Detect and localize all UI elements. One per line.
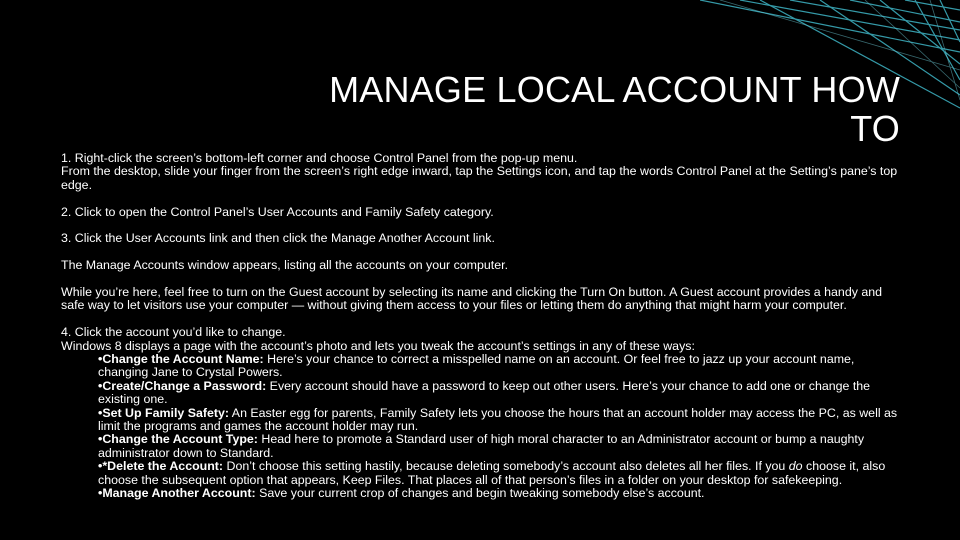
option-label: •Create/Change a Password: <box>98 378 267 393</box>
option-text: An Easter egg for parents, Family Safety lets you choose the hours that an account holder may access the PC, as well as limit the programs and games the account holder may run. <box>98 405 898 434</box>
option-text: Don’t choose this setting hastily, because deleting somebody’s account also deletes all her files. If you <box>223 459 789 474</box>
title-line-1: MANAGE LOCAL ACCOUNT HOW <box>329 69 900 110</box>
guest-account-note: While you’re here, feel free to turn on the Guest account by selecting its name and clicking the Turn On button. A Guest account provides a handy and safe way to let visitors use your computer — without giving them access to your files or letting them do anything that might harm your computer. <box>61 285 883 313</box>
list-item <box>98 433 901 460</box>
step-3: 3. Click the User Accounts link and then click the Manage Another Account link. <box>61 231 495 246</box>
slide-body <box>61 152 901 500</box>
list-item <box>98 460 901 487</box>
option-text: Every account should have a password to keep out other users. Here’s your chance to add one or change the existing one. <box>98 378 871 407</box>
title-line-2: TO <box>850 108 900 149</box>
option-label: •*Delete the Account: <box>98 459 224 474</box>
list-item <box>98 353 901 380</box>
option-label: •Change the Account Name: <box>98 352 264 367</box>
list-item <box>98 380 901 407</box>
option-emphasis: do <box>788 459 803 474</box>
step-4-text: 4. Click the account you’d like to change. <box>61 325 286 340</box>
account-options-list <box>61 353 901 500</box>
step-2: 2. Click to open the Control Panel’s User Accounts and Family Safety category. <box>61 204 494 219</box>
option-text: choose it, also choose the subsequent option that appears, Keep Files. That places all of that person’s files in a folder on your desktop for safekeeping. <box>98 459 886 487</box>
step-4 <box>61 326 901 500</box>
step-1-touch-text: From the desktop, slide your finger from the screen’s right edge inward, tap the Settings icon, and tap the words Control Panel at the Setting’s pane’s top edge. <box>61 164 898 192</box>
step-4-description: Windows 8 displays a page with the account’s photo and lets you tweak the account’s settings in any of these ways: <box>61 338 695 353</box>
option-text: Here’s your chance to correct a misspelled name on an account. Or feel free to jazz up your account name, changing Jane to Crystal Powers. <box>98 352 855 380</box>
step-1 <box>61 152 901 192</box>
option-text: Save your current crop of changes and begin tweaking somebody else’s account. <box>255 486 705 501</box>
list-item <box>98 407 901 434</box>
manage-accounts-note: The Manage Accounts window appears, listing all the accounts on your computer. <box>61 258 509 273</box>
step-1-text: 1. Right-click the screen’s bottom-left corner and choose Control Panel from the pop-up menu. <box>61 151 578 165</box>
option-text: Head here to promote a Standard user of high moral character to an Administrator account or bump a naughty administrator down to Standard. <box>98 432 865 460</box>
option-label: •Manage Another Account: <box>98 486 256 501</box>
list-item <box>98 487 901 500</box>
slide-title <box>255 70 900 148</box>
option-label: •Set Up Family Safety: <box>98 405 230 420</box>
option-label: •Change the Account Type: <box>98 432 258 447</box>
